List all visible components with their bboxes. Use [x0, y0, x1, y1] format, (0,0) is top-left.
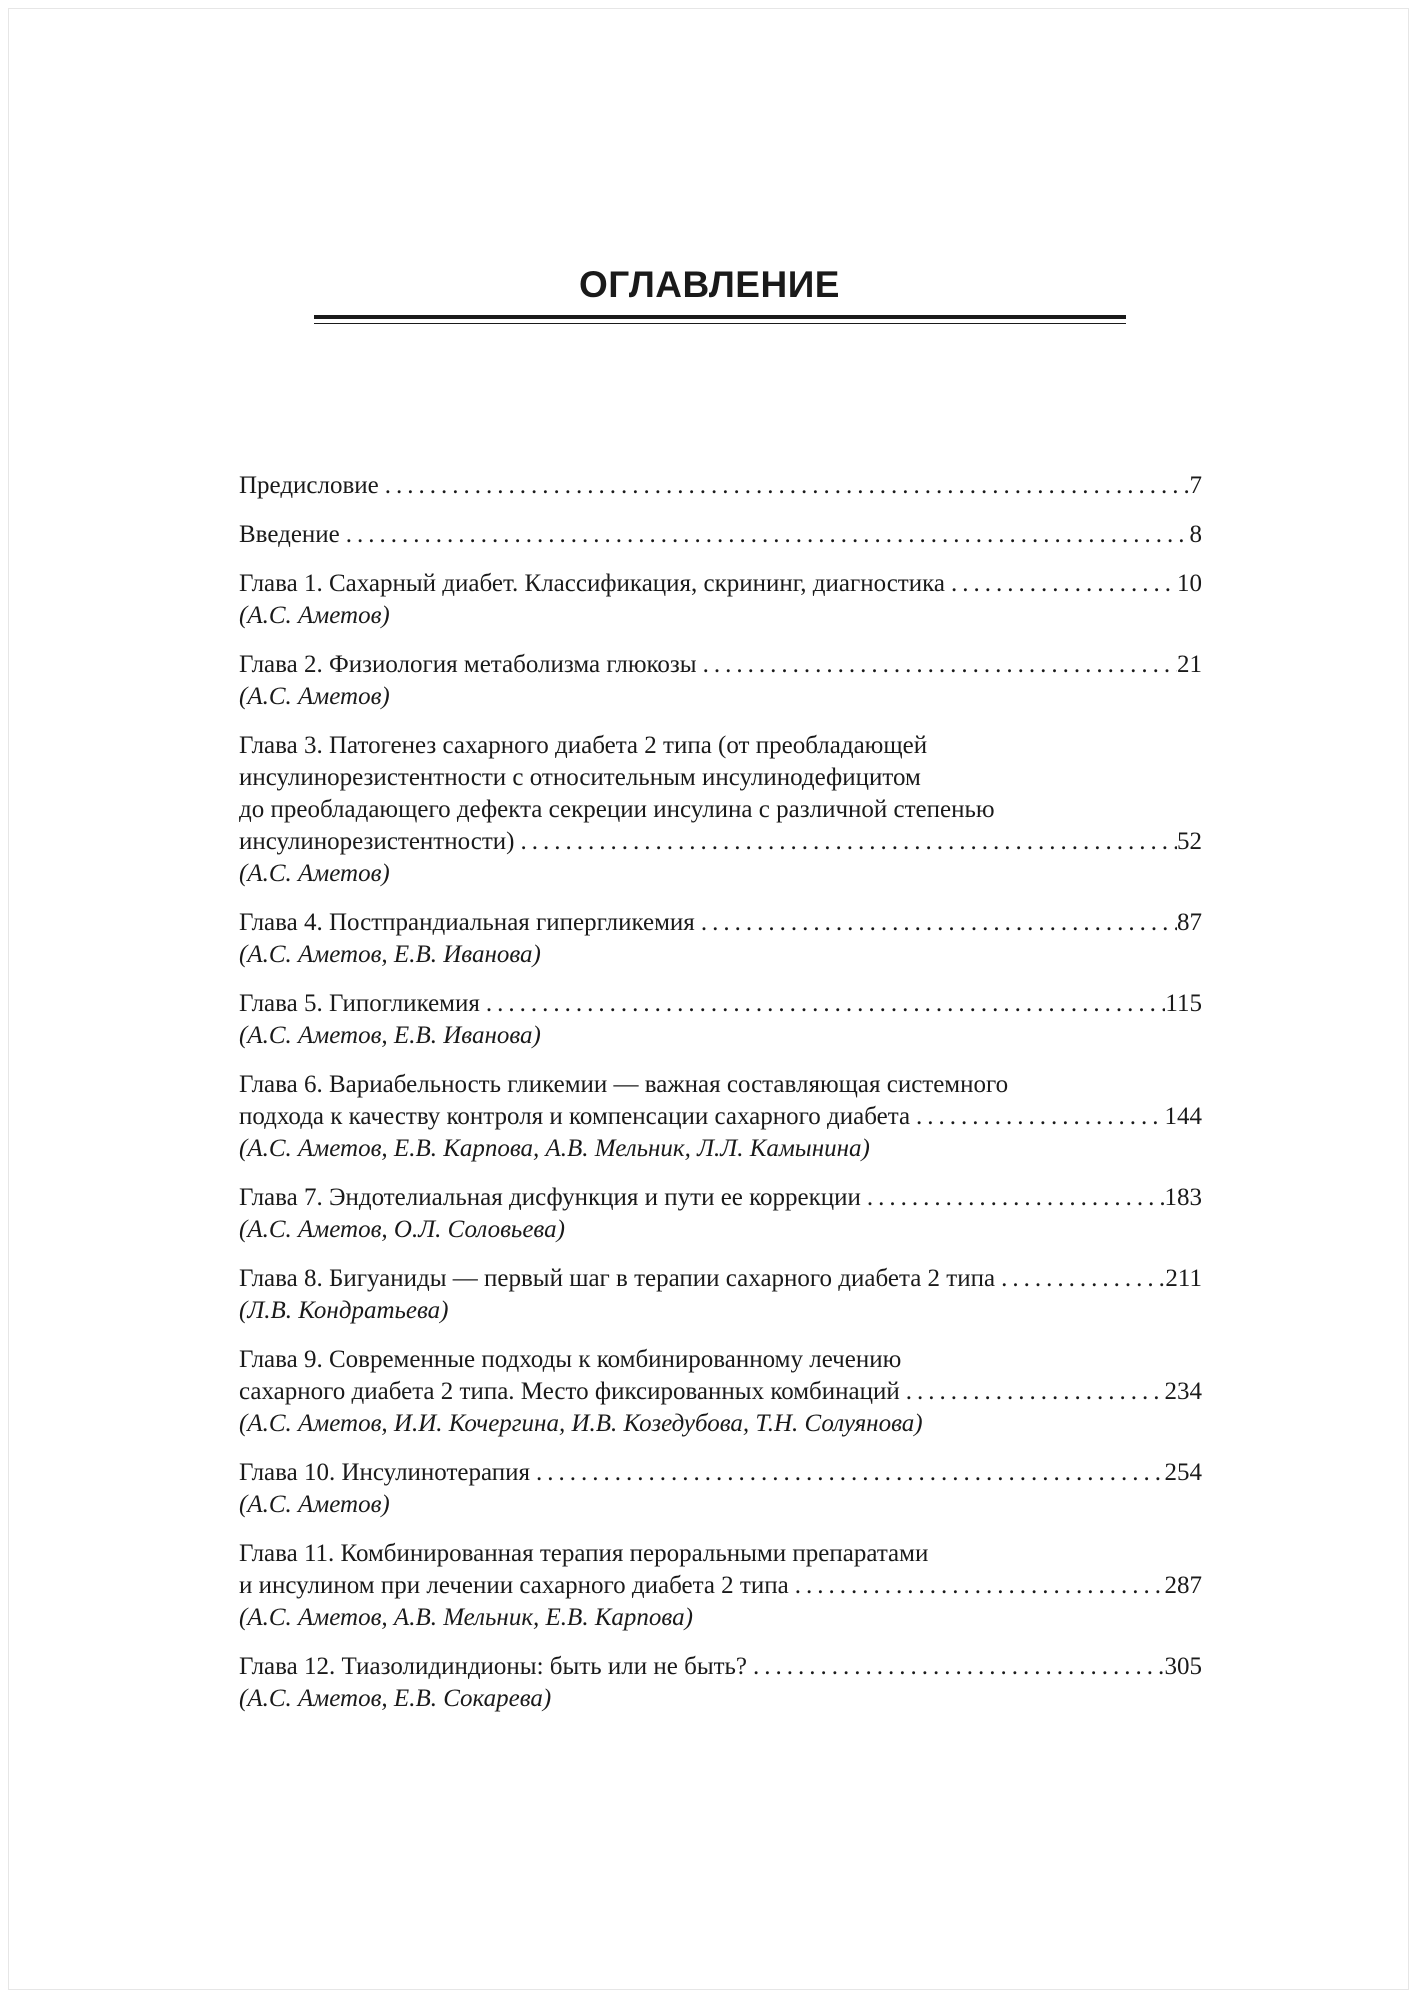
toc-entry[interactable]: [239, 1069, 1202, 1165]
toc-entry-title: Предисловие: [239, 472, 379, 499]
toc-entry[interactable]: [239, 1538, 1202, 1634]
toc-page-number: 21: [1177, 651, 1202, 678]
toc-entry-line: [239, 1263, 1202, 1295]
toc-entry[interactable]: [239, 1457, 1202, 1521]
toc-entry[interactable]: [239, 988, 1202, 1052]
toc-entry[interactable]: [239, 730, 1202, 890]
toc-entry-line: [239, 568, 1202, 600]
toc-entry-line: [239, 826, 1202, 858]
toc-entry-authors: (Л.В. Кондратьева): [239, 1297, 449, 1324]
toc-entry-authors: (А.С. Аметов, Е.В. Иванова): [239, 941, 541, 968]
toc-entry-title: до преобладающего дефекта секреции инсулина с различной степенью: [239, 796, 995, 823]
toc-page-number: 10: [1177, 570, 1202, 597]
toc-entry-authors: (А.С. Аметов): [239, 602, 390, 629]
toc-page-number: 305: [1164, 1653, 1202, 1680]
toc-entry-authors: (А.С. Аметов, И.И. Кочергина, И.В. Козедубова, Т.Н. Солуянова): [239, 1410, 923, 1437]
dot-leader: [945, 568, 1177, 600]
toc-entry-line: [239, 907, 1202, 939]
title-rule-thin: [314, 323, 1126, 324]
toc-page-number: 87: [1177, 909, 1202, 936]
toc-entry-authors: (А.С. Аметов, Е.В. Иванова): [239, 1022, 541, 1049]
toc-entry-line: [239, 1651, 1202, 1683]
toc-entry[interactable]: [239, 1182, 1202, 1246]
toc-entry-line: [239, 1376, 1202, 1408]
toc-entry-line: [239, 470, 1202, 502]
toc-entry-title: Глава 10. Инсулинотерапия: [239, 1459, 531, 1486]
toc-entry-line: [239, 762, 1202, 794]
dot-leader: [697, 649, 1177, 681]
toc-entry-authors: (А.С. Аметов, А.В. Мельник, Е.В. Карпова): [239, 1604, 693, 1631]
page-title: ОГЛАВЛЕНИЕ: [579, 264, 840, 305]
toc-entry-line: [239, 1457, 1202, 1489]
toc-entry-title: подхода к качеству контроля и компенсации сахарного диабета: [239, 1103, 911, 1130]
toc-entry-authors: (А.С. Аметов, Е.В. Сокарева): [239, 1685, 552, 1712]
toc-entry-title: Глава 7. Эндотелиальная дисфункция и пути ее коррекции: [239, 1184, 861, 1211]
toc-entry[interactable]: [239, 1263, 1202, 1327]
toc-page-number: 211: [1165, 1265, 1202, 1292]
toc-page-number: 234: [1164, 1378, 1202, 1405]
dot-leader: [379, 470, 1190, 502]
toc-entry[interactable]: [239, 519, 1202, 551]
toc-entry-title: Глава 4. Постпрандиальная гипергликемия: [239, 909, 695, 936]
toc-entry-title: и инсулином при лечении сахарного диабета 2 типа: [239, 1572, 789, 1599]
toc-page-number: 287: [1164, 1572, 1202, 1599]
title-rule-thick: [314, 315, 1126, 319]
toc-page-number: 7: [1189, 472, 1202, 499]
toc-entry-title: инсулинорезистентности): [239, 828, 515, 855]
toc-entry-title: Глава 9. Современные подходы к комбинированному лечению: [239, 1346, 902, 1373]
toc-page-number: 115: [1165, 990, 1202, 1017]
dot-leader: [789, 1570, 1165, 1602]
dot-leader: [995, 1263, 1165, 1295]
toc-page-number: 183: [1164, 1184, 1202, 1211]
toc-entry-title: Глава 6. Вариабельность гликемии — важная составляющая системного: [239, 1071, 1009, 1098]
dot-leader: [340, 519, 1190, 551]
toc-entry-line: [239, 730, 1202, 762]
toc-entry[interactable]: [239, 649, 1202, 713]
table-of-contents: [239, 470, 1202, 1732]
toc-page-number: 144: [1164, 1103, 1202, 1130]
dot-leader: [747, 1651, 1164, 1683]
dot-leader: [910, 1101, 1164, 1133]
toc-entry-line: [239, 1182, 1202, 1214]
toc-entry-title: Введение: [239, 521, 340, 548]
toc-entry-title: Глава 3. Патогенез сахарного диабета 2 типа (от преобладающей: [239, 732, 928, 759]
toc-entry-line: [239, 1570, 1202, 1602]
toc-entry-authors: (А.С. Аметов, Е.В. Карпова, А.В. Мельник, Л.Л. Камынина): [239, 1135, 870, 1162]
toc-entry-line: [239, 519, 1202, 551]
toc-entry-title: инсулинорезистентности с относительным инсулинодефицитом: [239, 764, 921, 791]
toc-entry[interactable]: [239, 1344, 1202, 1440]
dot-leader: [530, 1457, 1164, 1489]
toc-entry-line: [239, 1101, 1202, 1133]
toc-entry-line: [239, 649, 1202, 681]
toc-entry-title: Глава 1. Сахарный диабет. Классификация, скрининг, диагностика: [239, 570, 945, 597]
toc-entry-line: [239, 1344, 1202, 1376]
toc-entry-line: [239, 1538, 1202, 1570]
dot-leader: [861, 1182, 1165, 1214]
dot-leader: [514, 826, 1177, 858]
dot-leader: [480, 988, 1166, 1020]
toc-entry-line: [239, 794, 1202, 826]
toc-entry-title: сахарного диабета 2 типа. Место фиксированных комбинаций: [239, 1378, 900, 1405]
toc-entry-authors: (А.С. Аметов): [239, 860, 390, 887]
dot-leader: [695, 907, 1177, 939]
toc-entry-authors: (А.С. Аметов, О.Л. Соловьева): [239, 1216, 565, 1243]
toc-entry-line: [239, 988, 1202, 1020]
toc-entry-title: Глава 5. Гипогликемия: [239, 990, 480, 1017]
dot-leader: [900, 1376, 1165, 1408]
toc-entry-title: Глава 8. Бигуаниды — первый шаг в терапии сахарного диабета 2 типа: [239, 1265, 996, 1292]
toc-entry[interactable]: [239, 470, 1202, 502]
toc-entry-title: Глава 12. Тиазолидиндионы: быть или не быть?: [239, 1653, 748, 1680]
toc-entry[interactable]: [239, 907, 1202, 971]
toc-entry-authors: (А.С. Аметов): [239, 683, 390, 710]
toc-page-number: 254: [1164, 1459, 1202, 1486]
toc-page-number: 52: [1177, 828, 1202, 855]
toc-entry-line: [239, 1069, 1202, 1101]
toc-entry[interactable]: [239, 568, 1202, 632]
toc-entry-authors: (А.С. Аметов): [239, 1491, 390, 1518]
toc-page-number: 8: [1189, 521, 1202, 548]
toc-entry-title: Глава 11. Комбинированная терапия пероральными препаратами: [239, 1540, 929, 1567]
toc-entry-title: Глава 2. Физиология метаболизма глюкозы: [239, 651, 697, 678]
toc-entry[interactable]: [239, 1651, 1202, 1715]
